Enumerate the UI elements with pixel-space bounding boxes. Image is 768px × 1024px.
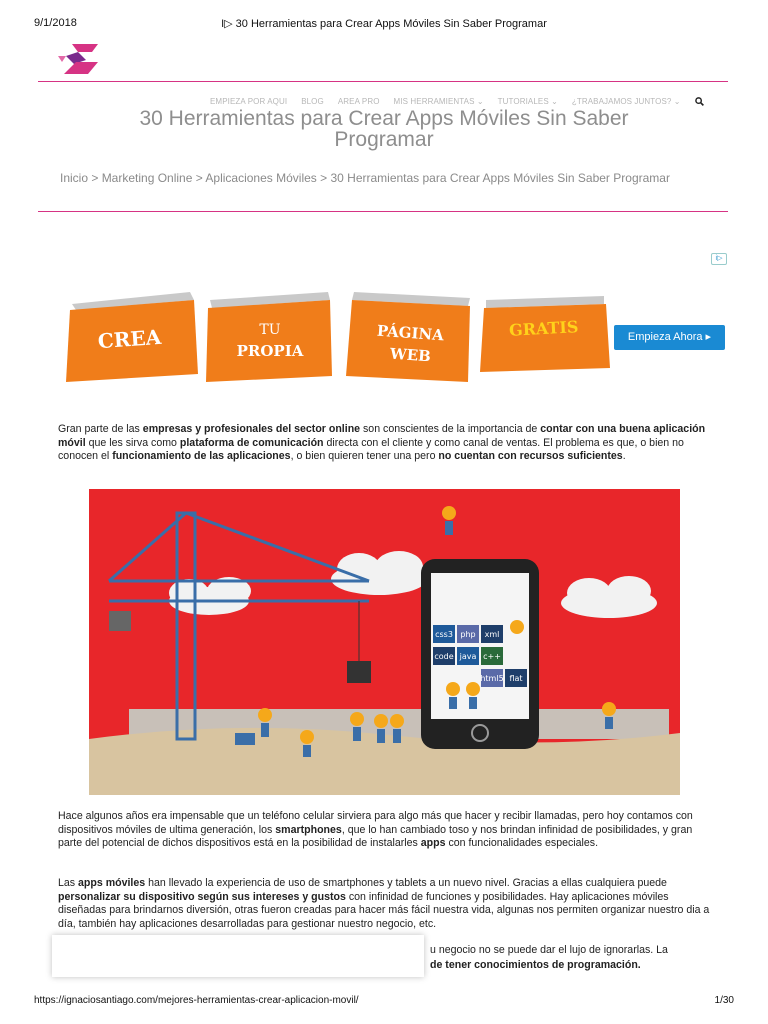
tile-php: php bbox=[460, 630, 476, 639]
site-logo-icon[interactable] bbox=[58, 42, 104, 76]
tile-cpp: c++ bbox=[483, 652, 501, 661]
breadcrumb[interactable]: Inicio > Marketing Online > Aplicaciones Móviles > 30 Herramientas para Crear Apps Móviles Sin Saber Programar bbox=[60, 171, 670, 185]
tile-html5: html5 bbox=[480, 674, 504, 683]
ad-text-propia: PROPIA bbox=[236, 342, 304, 360]
ad-text-tu: TU bbox=[259, 322, 281, 338]
print-page-number: 1/30 bbox=[714, 995, 734, 1006]
ad-panel-tu-propia bbox=[206, 292, 332, 382]
overlay-box[interactable] bbox=[52, 935, 424, 977]
nav-item-trabajamos[interactable]: ¿TRABAJAMOS JUNTOS? ⌄ bbox=[571, 97, 681, 106]
paragraph-apps-moviles: Las apps móviles han llevado la experiencia de uso de smartphones y tablets a un nuevo nivel. Gracias a ellas cualquiera puede personalizar su dispositivo según sus intereses y gustos con infinidad de funciones y posibilidades. Hay aplicaciones móviles diseñadas para brindarnos diversión, otras fueron creadas para hacer más fácil nuestra vida, algunas nos permiten organizar nuestro dia a día, también hay aplicaciones desarrolladas para gestionar nuestro negocio, etc. bbox=[58, 877, 710, 930]
paragraph-smartphones: Hace algunos años era impensable que un teléfono celular sirviera para algo más que hacer y recibir llamadas, pero hoy contamos con dispositivos móviles de ultima generación, los smartphones, que lo han cambiado toso y nos brindan infinidad de posibilidades, y gran parte del potencial de dichos dispositivos está en la posibilidad de instalarles apps con funcionalidades especiales. bbox=[58, 810, 693, 850]
nav-item-blog[interactable]: BLOG bbox=[301, 97, 324, 106]
ad-panel-crea bbox=[66, 292, 198, 382]
title-divider bbox=[38, 211, 728, 212]
tile-xml: xml bbox=[484, 630, 500, 639]
paragraph-fragment-2: de tener conocimientos de programación. bbox=[430, 959, 641, 971]
nav-item-tutoriales[interactable]: TUTORIALES ⌄ bbox=[497, 97, 558, 106]
post-title: 30 Herramientas para Crear Apps Móviles Sin Saber Programar bbox=[139, 107, 629, 151]
tile-code: code bbox=[434, 652, 454, 661]
search-icon[interactable] bbox=[695, 97, 704, 108]
tile-flat: flat bbox=[509, 674, 523, 683]
print-page-title: I▷ 30 Herramientas para Crear Apps Móviles Sin Saber Programar bbox=[221, 18, 547, 30]
ad-text-crea: CREA bbox=[97, 324, 162, 354]
ad-text-pagina: PÁGINA bbox=[376, 321, 445, 345]
ad-cta-button[interactable]: Empieza Ahora ▸ bbox=[614, 325, 725, 350]
header-divider bbox=[38, 81, 728, 82]
tile-java: java bbox=[459, 652, 477, 661]
nav-item-area-pro[interactable]: AREA PRO bbox=[337, 97, 380, 106]
ad-text-web: WEB bbox=[389, 344, 432, 366]
tile-css3: css3 bbox=[435, 630, 453, 639]
print-date: 9/1/2018 bbox=[34, 17, 77, 29]
ad-panel-gratis bbox=[480, 296, 610, 372]
construction-app-illustration bbox=[89, 489, 680, 795]
ad-text-gratis: GRATIS bbox=[508, 317, 579, 340]
nav-item-herramientas[interactable]: MIS HERRAMIENTAS ⌄ bbox=[393, 97, 484, 106]
print-url: https://ignaciosantiago.com/mejores-herramientas-crear-aplicacion-movil/ bbox=[34, 995, 359, 1006]
paragraph-fragment-1: u negocio no se puede dar el lujo de ignorarlas. La bbox=[430, 944, 668, 956]
intro-paragraph: Gran parte de las empresas y profesionales del sector online son conscientes de la importancia de contar con una buena aplicación móvil que les sirva como plataforma de comunicación directa con el cliente y como canal de ventas. El problema es que, o bien no conocen el funcionamiento de las aplicaciones, o bien quieren tener una pero no cuentan con recursos suficientes. bbox=[58, 423, 706, 463]
adchoices-icon[interactable]: i▷ bbox=[711, 253, 727, 265]
nav-item-empieza[interactable]: EMPIEZA POR AQUI bbox=[210, 97, 288, 106]
ad-panel-pagina-web bbox=[346, 292, 470, 382]
